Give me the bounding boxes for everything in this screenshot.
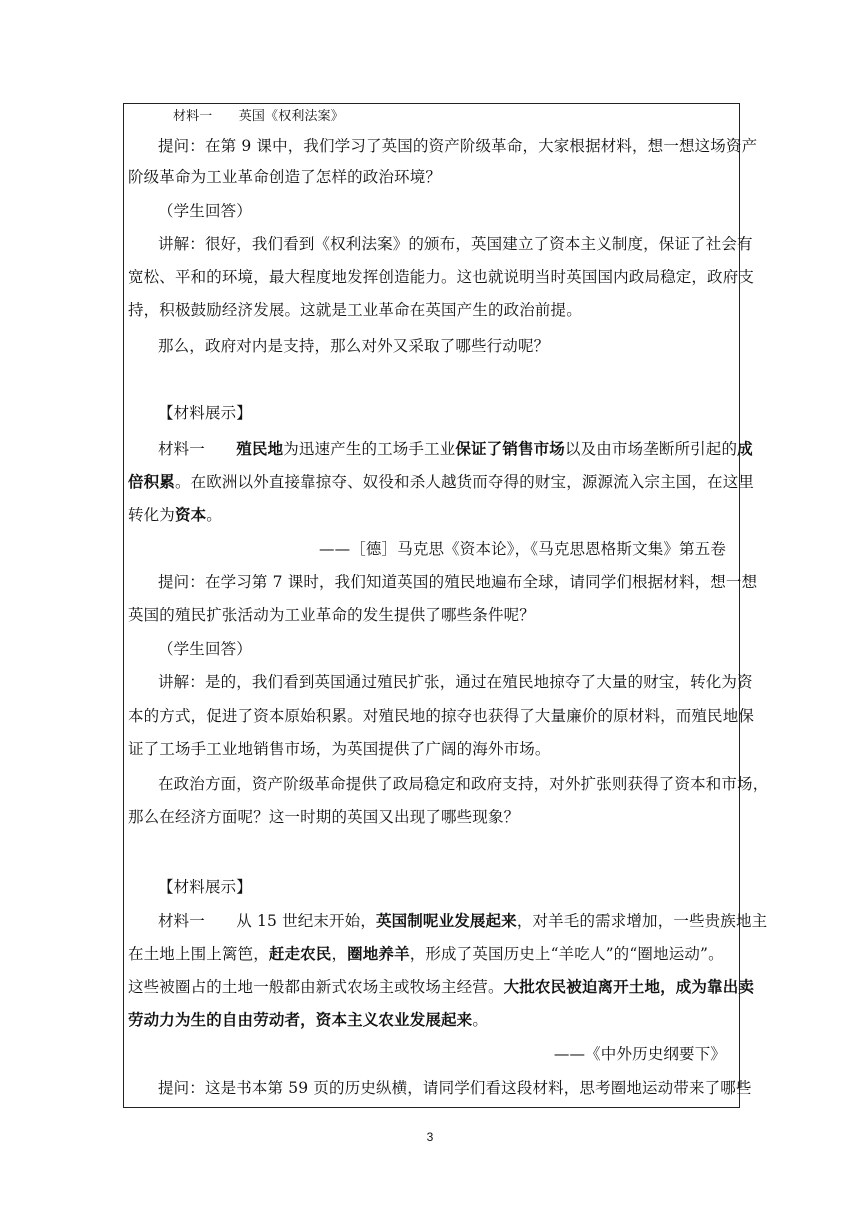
source-citation: ——《中外历史纲要下》 [553, 1045, 726, 1063]
material-text-span: 。 [206, 506, 222, 524]
material-text-span: 为迅速产生的工场手工业 [283, 440, 456, 458]
emphasis: 殖民地 [236, 439, 284, 458]
material-text-span: 在土地上围上篱笆， [128, 945, 269, 963]
material-text-span: 。在欧洲以外直接靠掠夺、奴役和杀人越货而夺得的财宝，源源流入宗主国，在这里 [174, 473, 755, 491]
emphasis: 大批农民被迫离开土地，成为靠出卖 [503, 977, 755, 996]
emphasis: 英国制呢业发展起来 [375, 911, 517, 930]
material-caption: 材料一 英国《权利法案》 [173, 109, 344, 124]
emphasis: 成 [737, 439, 753, 458]
page-number: 3 [426, 1130, 434, 1144]
question-text: 阶级革命为工业革命创造了怎样的政治环境？ [128, 168, 442, 186]
explanation-text: 本的方式，促进了资本原始积累。对殖民地的掠夺也获得了大量廉价的原材料，而殖民地保 [128, 707, 755, 725]
material-text [128, 1009, 740, 1031]
question-text: 英国的殖民扩张活动为工业革命的发生提供了哪些条件呢？ [128, 606, 535, 624]
explanation-text: 宽松、平和的环境，最大程度地发挥创造能力。这也就说明当时英国国内政局稳定，政府支 [128, 268, 755, 286]
student-answer-note: （学生回答） [158, 640, 252, 658]
question-text: 提问：在第 9 课中，我们学习了英国的资产阶级革命，大家根据材料，想一想这场资产 [158, 137, 758, 155]
emphasis: 赶走农民 [268, 944, 332, 963]
question-text: 提问：这是书本第 59 页的历史纵横，请同学们看这段材料，思考圈地运动带来了哪些 [158, 1079, 752, 1097]
explanation-text: 讲解：很好，我们看到《权利法案》的颁布，英国建立了资本主义制度，保证了社会有 [158, 235, 753, 253]
transition-text: 那么，政府对内是支持，那么对外又采取了哪些行动呢？ [158, 337, 550, 355]
explanation-text: 持，积极鼓励经济发展。这就是工业革命在英国产生的政治前提。 [128, 301, 582, 319]
section-heading: 【材料展示】 [158, 878, 252, 896]
material-text [128, 471, 755, 493]
material-text-span: 。 [472, 1011, 488, 1029]
material-text [128, 504, 740, 526]
emphasis: 资本 [174, 505, 207, 524]
material-text-span: ，形成了英国历史上“羊吃人”的“圈地运动”。 [409, 945, 724, 963]
question-text: 提问：在学习第 7 课时，我们知道英国的殖民地遍布全球，请同学们根据材料，想一想 [158, 573, 758, 591]
source-citation: ——［德］马克思《资本论》，《马克思恩格斯文集》第五卷 [318, 540, 726, 558]
emphasis: 保证了销售市场 [455, 439, 565, 458]
material-text [128, 943, 740, 965]
material-text-span: 转化为 [128, 506, 175, 524]
student-answer-note: （学生回答） [158, 202, 252, 220]
transition-text: 那么在经济方面呢？这一时期的英国又出现了哪些现象？ [128, 808, 520, 826]
section-heading: 【材料展示】 [158, 404, 252, 422]
explanation-text: 证了工场手工业地销售市场，为英国提供了广阔的海外市场。 [128, 740, 551, 758]
material-text-span: 以及由市场垄断所引起的 [564, 440, 738, 458]
emphasis: 倍积累 [128, 472, 175, 491]
material-text [128, 976, 755, 998]
explanation-text: 讲解：是的，我们看到英国通过殖民扩张，通过在殖民地掠夺了大量的财宝，转化为资 [158, 673, 753, 691]
material-text-span: 材料一 从 15 世纪末开始， [158, 912, 376, 930]
emphasis: 圈地养羊 [347, 944, 410, 963]
emphasis: 劳动力为生的自由劳动者，资本主义农业发展起来 [128, 1010, 473, 1029]
material-text-span: ，对羊毛的需求增加，一些贵族地主 [516, 912, 768, 930]
material-text [128, 438, 770, 460]
material-text [128, 910, 770, 932]
material-label: 材料一 [158, 440, 237, 458]
material-text-span: ， [331, 945, 348, 963]
material-text-span: 这些被圈占的土地一般都由新式农场主或牧场主经营。 [128, 978, 504, 996]
transition-text: 在政治方面，资产阶级革命提供了政局稳定和政府支持，对外扩张则获得了资本和市场， [158, 775, 769, 793]
